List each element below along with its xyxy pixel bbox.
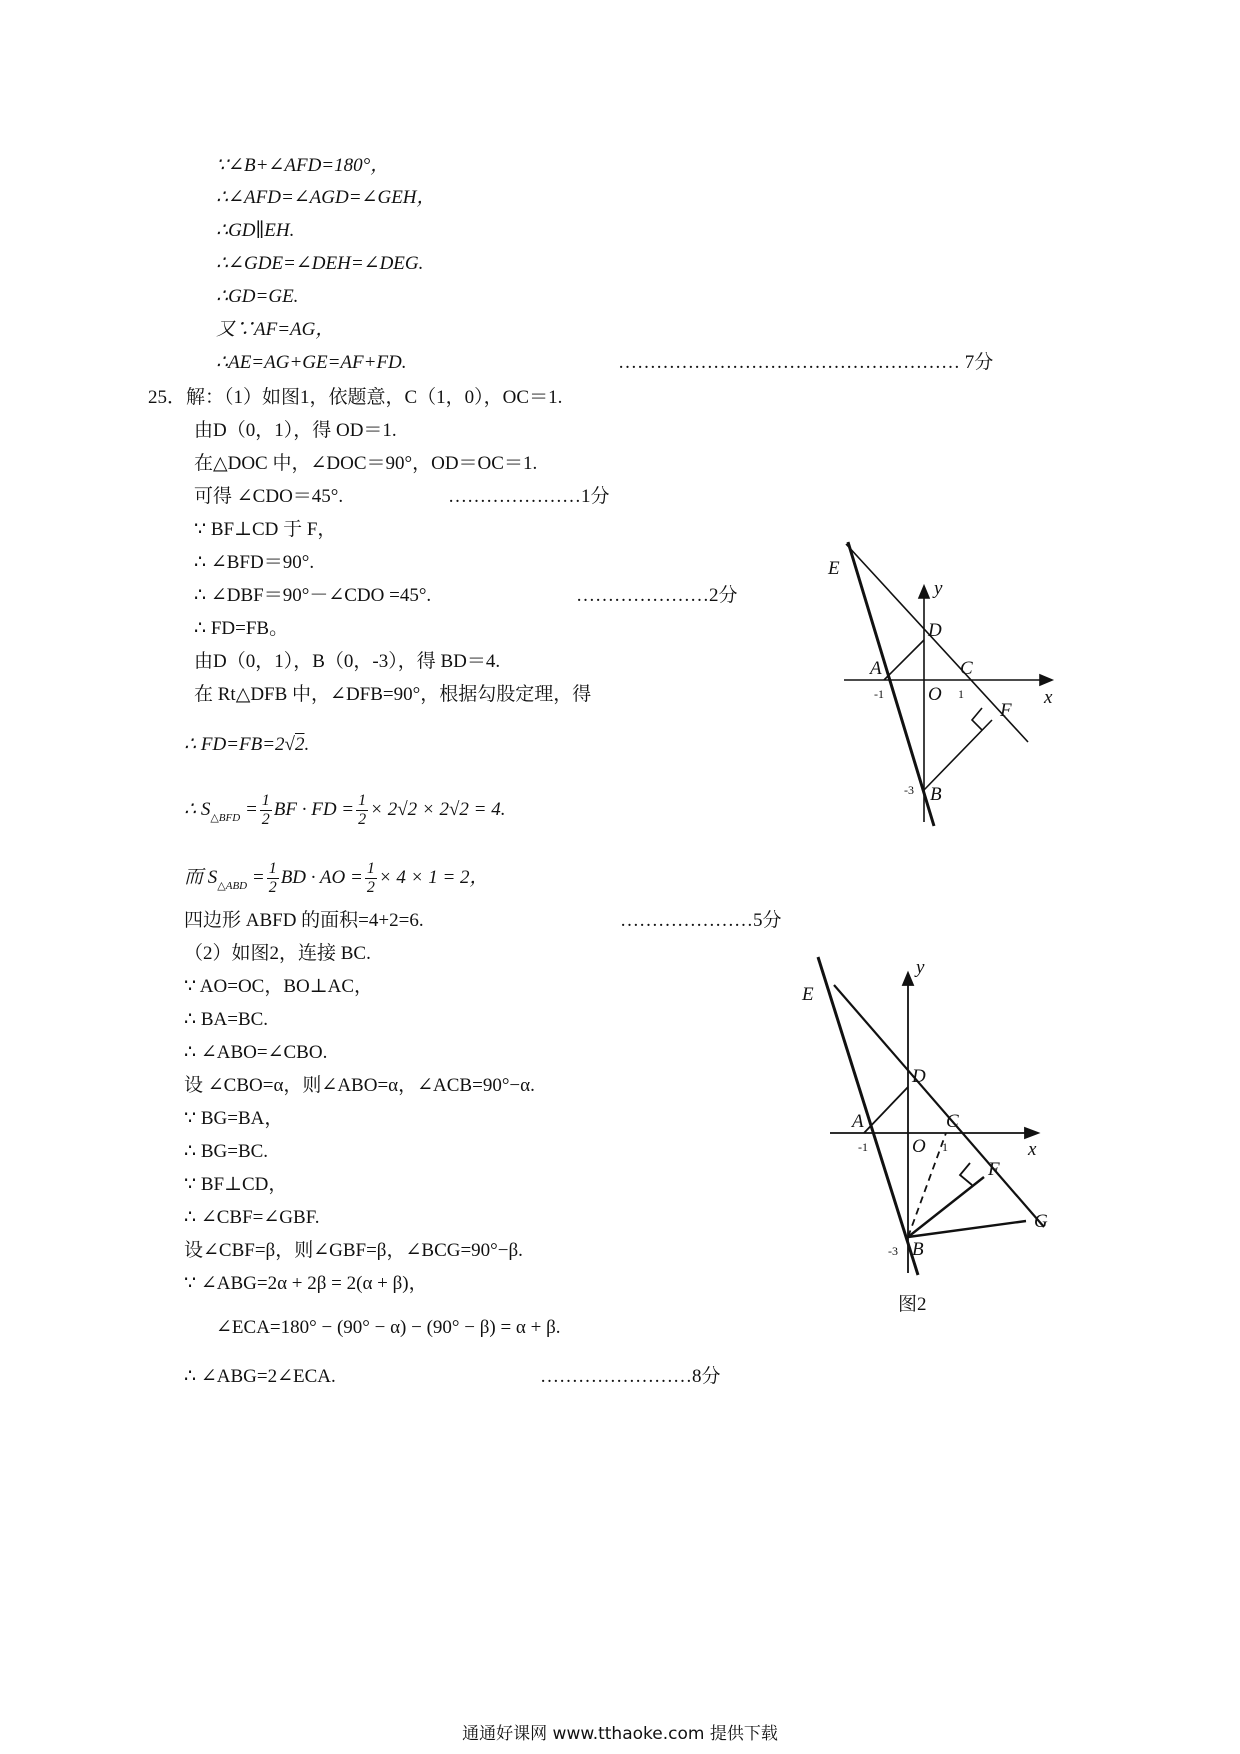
fig2-label-c: C	[946, 1111, 959, 1132]
fig1-tick-p1: 1	[958, 687, 964, 701]
fig1-right-angle	[972, 708, 982, 730]
fig2-label-a: A	[852, 1111, 864, 1132]
figure-2	[790, 955, 1080, 1325]
fig1-label-o: O	[928, 684, 942, 705]
p5: ∴ ∠BFD＝90°.	[194, 552, 315, 573]
p4: ∵ BF⊥CD 于 F，	[194, 519, 337, 540]
p10-pre: ∴ FD=FB=2	[184, 734, 285, 755]
p12-frac-a: $\frac{1}{2}$	[268, 860, 277, 896]
fig1-tick-m1: -1	[874, 687, 884, 701]
score-1: …………………1分	[448, 486, 610, 507]
s12: ∠ECA=180° − (90° − α) − (90° − β) = α + β.	[216, 1317, 561, 1338]
fig2-label-f: F	[988, 1159, 1000, 1180]
s4: ∴ ∠ABO=∠CBO.	[184, 1042, 328, 1063]
s3: ∴ BA=BC.	[184, 1009, 269, 1030]
s5: 设 ∠CBO=α，则∠ABO=α，∠ACB=90°−α.	[184, 1075, 535, 1096]
p10-radicand: 2	[294, 734, 305, 755]
p11: ∴ $S_{\triangle BFD}$ = $\frac{1}{2}$ BF · FD = $\frac{1}{2}$ × 2√2 × 2√2 = 4.	[184, 792, 506, 828]
p12-sub: △ABD	[217, 879, 248, 892]
fig2-right-angle	[960, 1163, 972, 1185]
footer: 通通好课网 www.tthaoke.com 提供下载	[462, 1724, 778, 1744]
fig1-label-e: E	[828, 558, 840, 579]
p3: 可得 ∠CDO＝45°.	[194, 486, 344, 507]
score-8: ……………………8分	[540, 1366, 721, 1387]
p12-mid: BD · AO =	[280, 866, 363, 888]
line-1: ∵∠B+∠AFD=180°，	[216, 155, 390, 176]
p11-frac-a: $\frac{1}{2}$	[261, 792, 270, 828]
s11: ∵ ∠ABG=2α + 2β = 2(α + β)，	[184, 1273, 428, 1294]
fig2-label-e: E	[802, 984, 814, 1005]
fig1-x-arrow	[1040, 675, 1052, 685]
p9: 在 Rt△DFB 中，∠DFB=90°，根据勾股定理，得	[194, 684, 592, 705]
s6: ∵ BG=BA，	[184, 1108, 284, 1129]
line-4: ∴∠GDE=∠DEH=∠DEG.	[216, 253, 424, 274]
fig2-segment-ad	[864, 1087, 908, 1133]
fig2-caption: 图2	[898, 1294, 927, 1315]
p6: ∴ ∠DBF＝90°－∠CDO =45°.	[194, 585, 432, 606]
fig1-tick-m3: -3	[904, 783, 914, 797]
line-2: ∴∠AFD=∠AGD=∠GEH，	[216, 187, 436, 208]
line-7: ∴AE=AG+GE=AF+FD.	[216, 352, 407, 373]
score-7: ……………………………………………… 7分	[618, 352, 994, 373]
fig2-y-arrow	[903, 973, 913, 985]
line-6: 又∵AF=AG，	[216, 319, 335, 340]
fig2-label-x: x	[1028, 1139, 1037, 1160]
s9: ∴ ∠CBF=∠GBF.	[184, 1207, 320, 1228]
fig1-label-c: C	[960, 658, 973, 679]
p12-post: × 4 × 1 = 2，	[378, 866, 489, 888]
q25-heading: 25．解：（1）如图1，依题意，C（1，0），OC＝1.	[148, 387, 563, 408]
fig2-line-eb	[818, 957, 918, 1275]
p11-pre: ∴ S	[184, 798, 211, 820]
fig1-label-b: B	[930, 784, 942, 805]
score-5: …………………5分	[620, 910, 782, 931]
fig2-label-g: G	[1034, 1211, 1048, 1232]
fig2-x-arrow	[1025, 1128, 1038, 1138]
fig2-label-d: D	[912, 1066, 926, 1087]
s8: ∵ BF⊥CD，	[184, 1174, 288, 1195]
fig1-segment-ad	[884, 640, 924, 680]
fig2-label-y: y	[916, 957, 925, 978]
p12-frac-b: $\frac{1}{2}$	[366, 860, 375, 896]
fig2-tick-m1: -1	[858, 1140, 868, 1154]
p7: ∴ FD=FB。	[194, 618, 289, 639]
p8: 由D（0，1），B（0，-3），得 BD＝4.	[194, 651, 501, 672]
figure-1	[800, 530, 1080, 830]
fig1-label-a: A	[870, 658, 882, 679]
s1: （2）如图2，连接 BC.	[184, 943, 371, 964]
fig2-tick-m3: -3	[888, 1244, 898, 1258]
p11-frac-b: $\frac{1}{2}$	[358, 792, 367, 828]
p10-post: .	[304, 734, 310, 755]
p12: 而 $S_{\triangle ABD}$ = $\frac{1}{2}$ BD · AO = $\frac{1}{2}$ × 4 × 1 = 2，	[184, 860, 489, 896]
s13: ∴ ∠ABG=2∠ECA.	[184, 1366, 336, 1387]
p10: ∴ FD=FB=2√2.	[184, 734, 310, 755]
s2: ∵ AO=OC，BO⊥AC，	[184, 976, 373, 997]
fig1-label-d: D	[928, 620, 942, 641]
p11-post: × 2√2 × 2√2 = 4.	[370, 798, 506, 820]
p13: 四边形 ABFD 的面积=4+2=6.	[184, 910, 424, 931]
s7: ∴ BG=BC.	[184, 1141, 269, 1162]
fig2-label-b: B	[912, 1239, 924, 1260]
p1: 由D（0，1），得 OD＝1.	[194, 420, 397, 441]
score-2: …………………2分	[576, 585, 738, 606]
fig1-y-arrow	[919, 586, 929, 598]
p11-sub: △BFD	[210, 811, 241, 824]
fig1-label-x: x	[1044, 687, 1053, 708]
line-3: ∴GD∥EH.	[216, 220, 295, 241]
fig1-label-y: y	[934, 578, 943, 599]
p11-mid: BF · FD =	[273, 798, 355, 820]
fig1-line-eb	[848, 542, 934, 826]
fig1-label-f: F	[1000, 700, 1012, 721]
s10: 设∠CBF=β，则∠GBF=β，∠BCG=90°−β.	[184, 1240, 523, 1261]
fig2-tick-p1: 1	[942, 1140, 948, 1154]
fig2-label-o: O	[912, 1136, 926, 1157]
p12-pre: 而 S	[184, 866, 218, 888]
p2: 在△DOC 中，∠DOC＝90°，OD＝OC＝1.	[194, 453, 538, 474]
fig1-segment-bf	[924, 720, 992, 790]
line-5: ∴GD=GE.	[216, 286, 299, 307]
